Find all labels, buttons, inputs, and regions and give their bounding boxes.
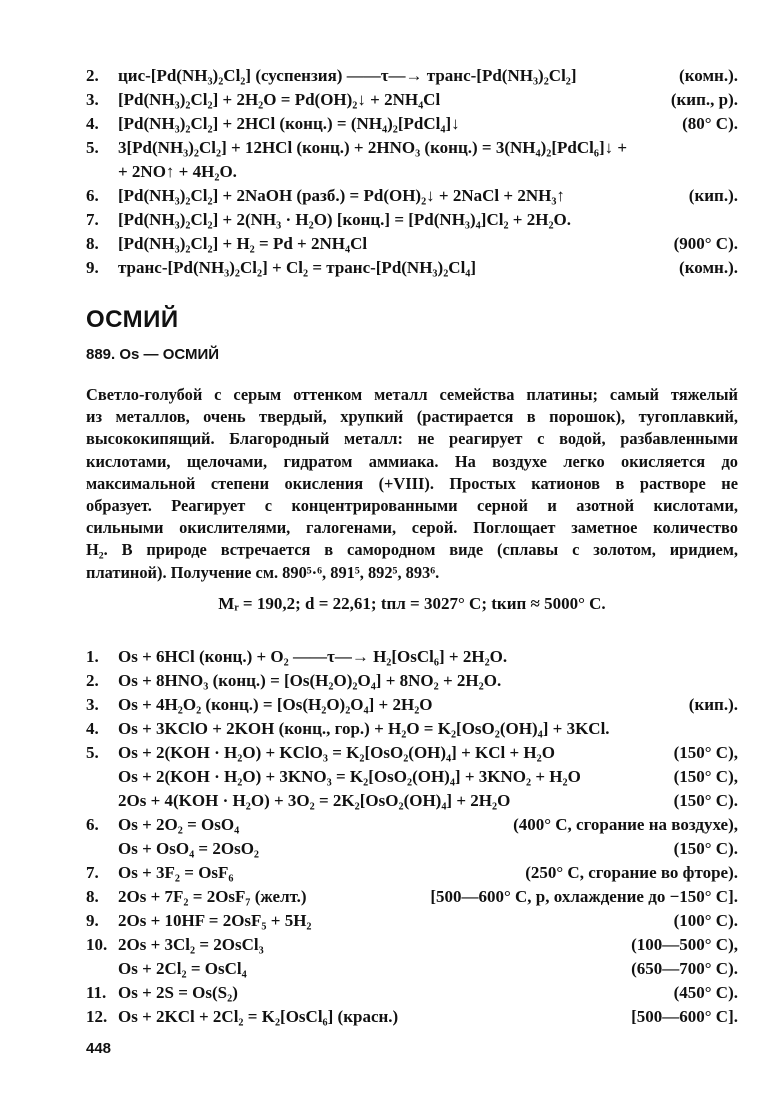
reaction-number: 9. [86, 911, 99, 930]
reaction-number: 3. [86, 90, 99, 109]
reaction-equation: Os + 4H₂O₂ (конц.) = [Os(H₂O)₂O₄] + 2H₂O [118, 695, 433, 714]
section-title: ОСМИЙ [86, 306, 179, 333]
reaction-equation: Os + 2S = Os(S₂) [118, 983, 238, 1002]
reaction-row [86, 1005, 738, 1029]
reaction-equation: 2Os + 3Cl₂ = 2OsCl₃ [118, 935, 264, 954]
reaction-number: 7. [86, 210, 99, 229]
reaction-row [86, 717, 738, 741]
paragraph-line: Светло-голубой с серым оттенком металл семейства платины; самый тяжелый [86, 385, 738, 404]
paragraph-line: платиной). Получение см. 890⁵·⁶, 891⁵, 892⁵, 893⁶. [86, 562, 440, 582]
reaction-row [86, 160, 738, 184]
reaction-number: 5. [86, 743, 99, 762]
reaction-condition: (150° C), [673, 767, 738, 786]
reaction-equation: Os + OsO₄ = 2OsO₂ [118, 839, 260, 858]
reaction-row [86, 88, 738, 112]
reaction-condition: [500—600° C]. [631, 1007, 738, 1026]
reaction-equation: [Pd(NH₃)₂Cl₂] + 2(NH₃ · H₂O) [конц.] = [Pd(NH₃)₄]Cl₂ + 2H₂O. [118, 210, 572, 229]
paragraph-line: высококипящий. Благородный металл: не реагирует с водой, разбавленными [86, 429, 738, 449]
paragraph-line: кислотами, щелочами, гидратом аммиака. На воздухе легко окисляется до [86, 451, 738, 471]
reaction-number: 4. [86, 719, 99, 738]
reaction-number: 6. [86, 815, 99, 834]
reaction-row [86, 837, 738, 861]
reaction-condition: (900° C). [673, 234, 738, 253]
reaction-row [86, 957, 738, 981]
reaction-condition: (100° C). [673, 911, 738, 930]
reaction-row [86, 136, 738, 160]
reaction-row [86, 813, 738, 837]
reaction-condition: (150° C). [673, 839, 738, 858]
reaction-equation: [Pd(NH₃)₂Cl₂] + 2NaOH (разб.) = Pd(OH)₂↓ + 2NaCl + 2NH₃↑ [118, 186, 565, 205]
reaction-equation: Os + 2Cl₂ = OsCl₄ [118, 959, 247, 978]
reaction-number: 1. [86, 647, 99, 666]
reaction-equation: цис-[Pd(NH₃)₂Cl₂] (суспензия) ——τ—→ транс-[Pd(NH₃)₂Cl₂] [118, 66, 577, 85]
reaction-number: 10. [86, 935, 108, 954]
reaction-row [86, 885, 738, 909]
reaction-row [86, 693, 738, 717]
reaction-equation: Os + 3F₂ = OsF₆ [118, 863, 234, 882]
reaction-equation: 2Os + 4(KOH · H₂O) + 3O₂ = 2K₂[OsO₂(OH)₄] + 2H₂O [118, 791, 511, 810]
reaction-number: 8. [86, 887, 99, 906]
reaction-row [86, 669, 738, 693]
reaction-condition: (100—500° C), [631, 935, 738, 954]
reaction-number: 8. [86, 234, 99, 253]
reaction-condition: (комн.). [679, 258, 738, 277]
reaction-equation: [Pd(NH₃)₂Cl₂] + 2H₂O = Pd(OH)₂↓ + 2NH₄Cl [118, 90, 441, 109]
paragraph-line: из металлов, очень твердый, хрупкий (растирается в порошок), тугоплавкий, [86, 407, 738, 427]
reaction-condition: (650—700° C). [631, 959, 738, 978]
physical-properties: Mᵣ = 190,2; d = 22,61; tпл = 3027° C; tкип ≈ 5000° C. [218, 594, 606, 613]
reaction-row [86, 112, 738, 136]
reaction-condition: (кип.). [688, 186, 738, 205]
reaction-number: 5. [86, 138, 99, 157]
reaction-number: 12. [86, 1007, 108, 1026]
reaction-equation: Os + 2(KOH · H₂O) + KClO₃ = K₂[OsO₂(OH)₄] + KCl + H₂O [118, 743, 555, 762]
reaction-row [86, 741, 738, 765]
reaction-equation: 2Os + 7F₂ = 2OsF₇ (желт.) [118, 887, 307, 906]
paragraph-line: образует. Реагирует с концентрированными серной и азотной кислотами, [86, 495, 738, 515]
reaction-row [86, 861, 738, 885]
reaction-condition: (комн.). [679, 66, 738, 85]
paragraph-line: максимальной степени окисления (+VIII). Простых катионов в растворе не [86, 473, 738, 493]
reaction-row [86, 789, 738, 813]
reaction-row [86, 64, 738, 88]
reaction-equation: [Pd(NH₃)₂Cl₂] + 2HCl (конц.) = (NH₄)₂[PdCl₄]↓ [118, 114, 460, 133]
reaction-number: 3. [86, 695, 99, 714]
reaction-equation: + 2NO↑ + 4H₂O. [118, 162, 237, 181]
reaction-equation: Os + 2O₂ = OsO₄ [118, 815, 240, 834]
reaction-equation: Os + 6HCl (конц.) + O₂ ——τ—→ H₂[OsCl₆] + 2H₂O. [118, 647, 508, 666]
reaction-equation: транс-[Pd(NH₃)₂Cl₂] + Cl₂ = транс-[Pd(NH₃)₂Cl₄] [118, 258, 477, 277]
reaction-condition: (кип.). [688, 695, 738, 714]
reaction-number: 2. [86, 66, 99, 85]
reaction-row [86, 256, 738, 280]
reaction-condition: (кип., р). [670, 90, 738, 109]
paragraph-line: H₂. В природе встречается в самородном виде (сплавы с золотом, иридием, [86, 540, 738, 560]
reaction-condition: (400° C, сгорание на воздухе), [513, 815, 738, 834]
reaction-row [86, 184, 738, 208]
reaction-condition: (250° C, сгорание во фторе). [525, 863, 738, 882]
page-number: 448 [86, 1040, 112, 1057]
subsection-title: 889. Os — ОСМИЙ [86, 346, 220, 363]
reaction-equation: Os + 8HNO₃ (конц.) = [Os(H₂O)₂O₄] + 8NO₂ + 2H₂O. [118, 671, 502, 690]
reaction-equation: Os + 2(KOH · H₂O) + 3KNO₃ = K₂[OsO₂(OH)₄] + 3KNO₂ + H₂O [118, 767, 581, 786]
reaction-row [86, 981, 738, 1005]
reaction-equation: Os + 2KCl + 2Cl₂ = K₂[OsCl₆] (красн.) [118, 1007, 399, 1026]
paragraph-line: сильными окислителями, галогенами, серой. Поглощает заметное количество [86, 518, 738, 538]
reaction-equation: 3[Pd(NH₃)₂Cl₂] + 12HCl (конц.) + 2HNO₃ (конц.) = 3(NH₄)₂[PdCl₆]↓ + [118, 138, 628, 157]
reaction-condition: [500—600° C, р, охлаждение до −150° C]. [430, 887, 738, 906]
reaction-number: 4. [86, 114, 99, 133]
description-paragraph [86, 384, 738, 584]
reaction-number: 6. [86, 186, 99, 205]
reaction-equation: [Pd(NH₃)₂Cl₂] + H₂ = Pd + 2NH₄Cl [118, 234, 368, 253]
reaction-condition: (450° C). [673, 983, 738, 1002]
reaction-row [86, 645, 738, 669]
reaction-condition: (80° C). [682, 114, 738, 133]
reaction-equation: Os + 3KClO + 2KOH (конц., гор.) + H₂O = K₂[OsO₂(OH)₄] + 3KCl. [118, 719, 610, 738]
reaction-number: 9. [86, 258, 99, 277]
reaction-condition: (150° C), [673, 743, 738, 762]
reaction-row [86, 933, 738, 957]
reaction-equation: 2Os + 10HF = 2OsF₅ + 5H₂ [118, 911, 312, 930]
reaction-number: 2. [86, 671, 99, 690]
reaction-row [86, 208, 738, 232]
reaction-number: 11. [86, 983, 107, 1002]
reaction-row [86, 765, 738, 789]
reaction-number: 7. [86, 863, 99, 882]
reaction-row [86, 909, 738, 933]
reaction-condition: (150° C). [673, 791, 738, 810]
reaction-row [86, 232, 738, 256]
